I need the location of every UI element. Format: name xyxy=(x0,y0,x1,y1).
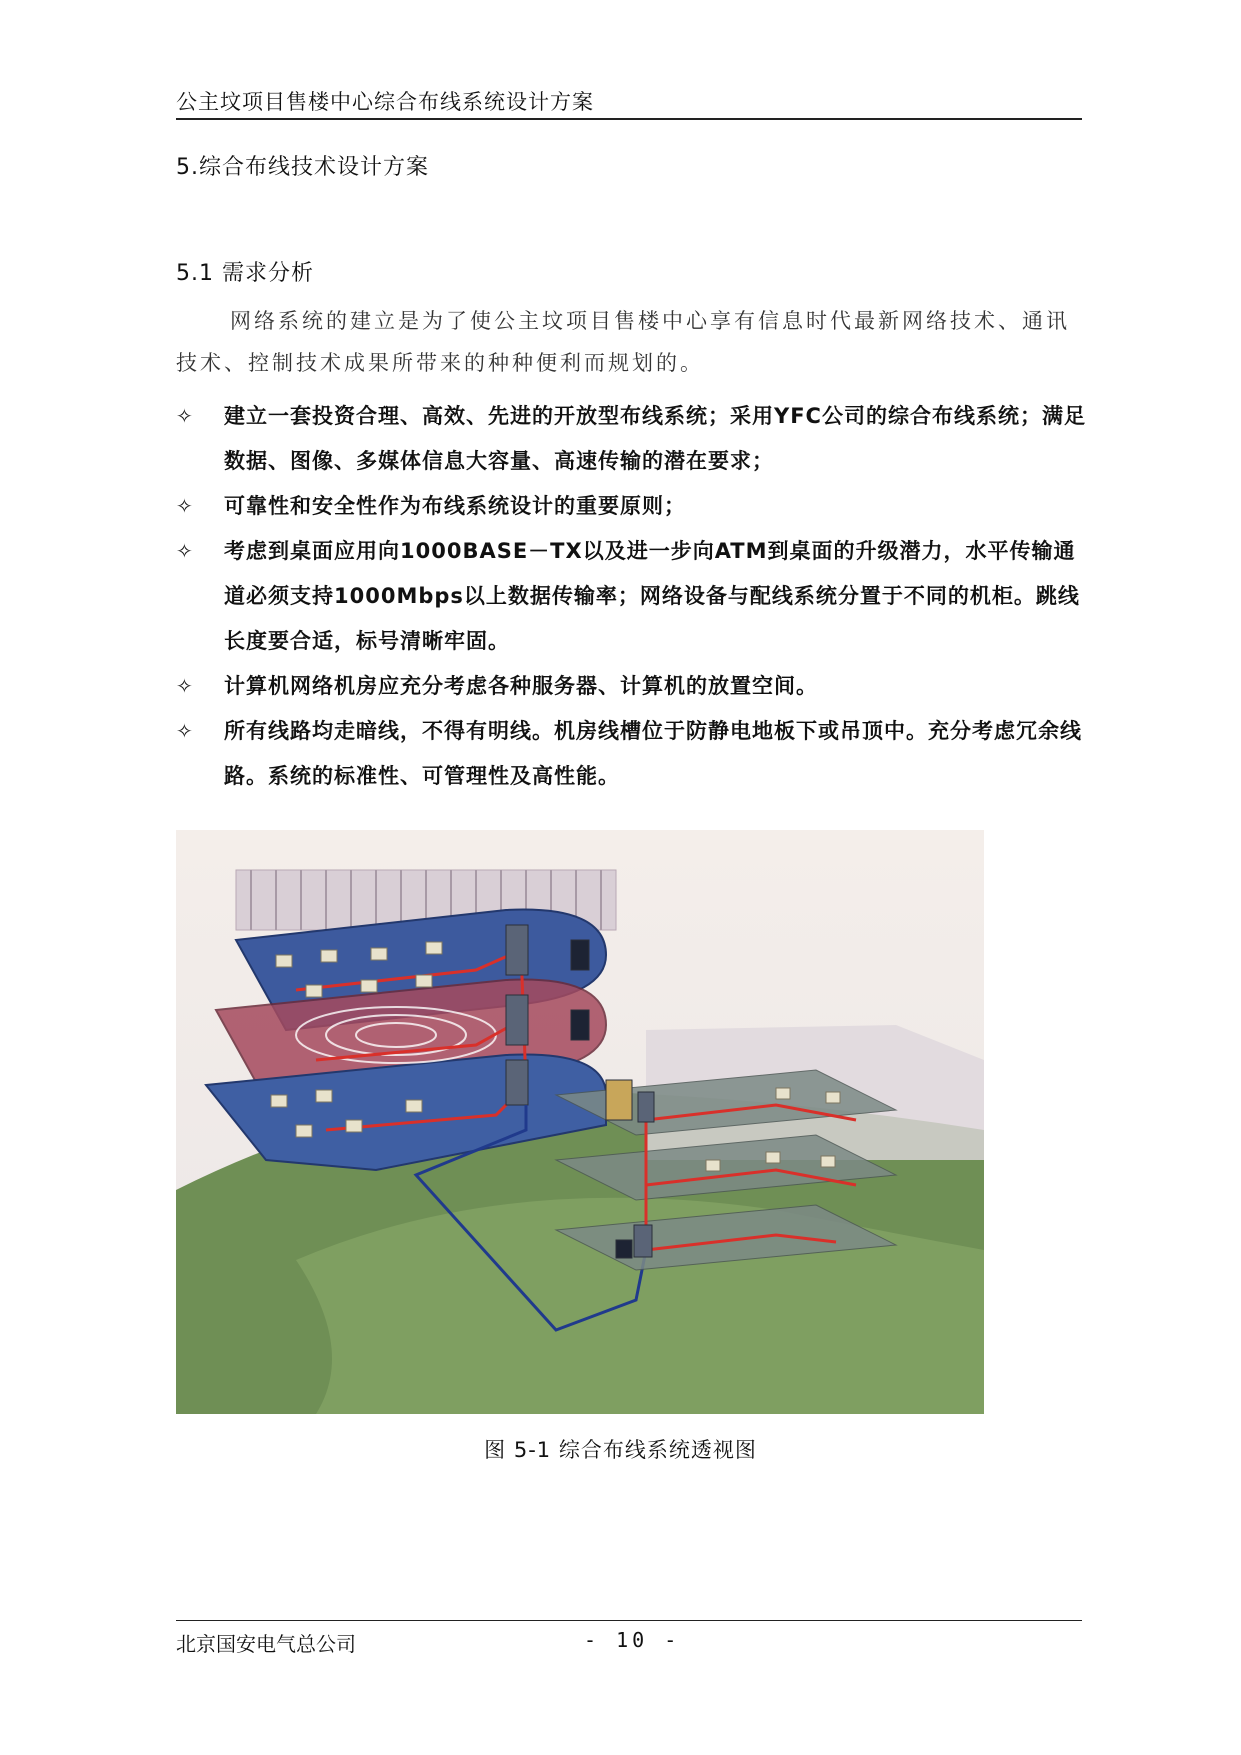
requirements-list xyxy=(176,394,1086,799)
building-cabling-drawing xyxy=(176,830,984,1414)
subsection-title: 5.1 需求分析 xyxy=(176,261,314,286)
diamond-star-icon: ✧ xyxy=(176,539,194,563)
requirement-item xyxy=(176,529,1086,664)
requirement-item xyxy=(176,709,1086,799)
footer-company: 北京国安电气总公司 xyxy=(176,1632,356,1656)
diamond-star-icon: ✧ xyxy=(176,674,194,698)
requirement-text: 所有线路均走暗线，不得有明线。机房线槽位于防静电地板下或吊顶中。充分考虑冗余线路。系统的标准性、可管理性及高性能。 xyxy=(224,719,1082,788)
section-title: 5.综合布线技术设计方案 xyxy=(176,155,429,180)
header-rule xyxy=(176,118,1082,120)
requirement-text: 建立一套投资合理、高效、先进的开放型布线系统；采用YFC公司的综合布线系统；满足数据、图像、多媒体信息大容量、高速传输的潜在要求； xyxy=(224,404,1086,473)
requirement-text: 计算机网络机房应充分考虑各种服务器、计算机的放置空间。 xyxy=(224,674,818,698)
diamond-star-icon: ✧ xyxy=(176,719,194,743)
requirement-item xyxy=(176,394,1086,484)
figure-caption: 图 5-1 综合布线系统透视图 xyxy=(484,1438,757,1462)
intro-paragraph: 网络系统的建立是为了使公主坟项目售楼中心享有信息时代最新网络技术、通讯技术、控制技术成果所带来的种种便利而规划的。 xyxy=(176,309,1070,375)
requirement-item xyxy=(176,664,1086,709)
footer-rule xyxy=(176,1620,1082,1621)
header-title: 公主坟项目售楼中心综合布线系统设计方案 xyxy=(176,90,594,114)
requirement-item xyxy=(176,484,1086,529)
diamond-star-icon: ✧ xyxy=(176,494,194,518)
requirement-text: 考虑到桌面应用向1000BASE－TX以及进一步向ATM到桌面的升级潜力，水平传输通道必须支持1000Mbps以上数据传输率；网络设备与配线系统分置于不同的机柜。跳线长度要合适，标号清晰牢固。 xyxy=(224,539,1080,653)
diamond-star-icon: ✧ xyxy=(176,404,194,428)
requirement-text: 可靠性和安全性作为布线系统设计的重要原则； xyxy=(224,494,686,518)
cabling-perspective-illustration xyxy=(176,830,984,1414)
page-number: - 10 - xyxy=(584,1628,681,1652)
